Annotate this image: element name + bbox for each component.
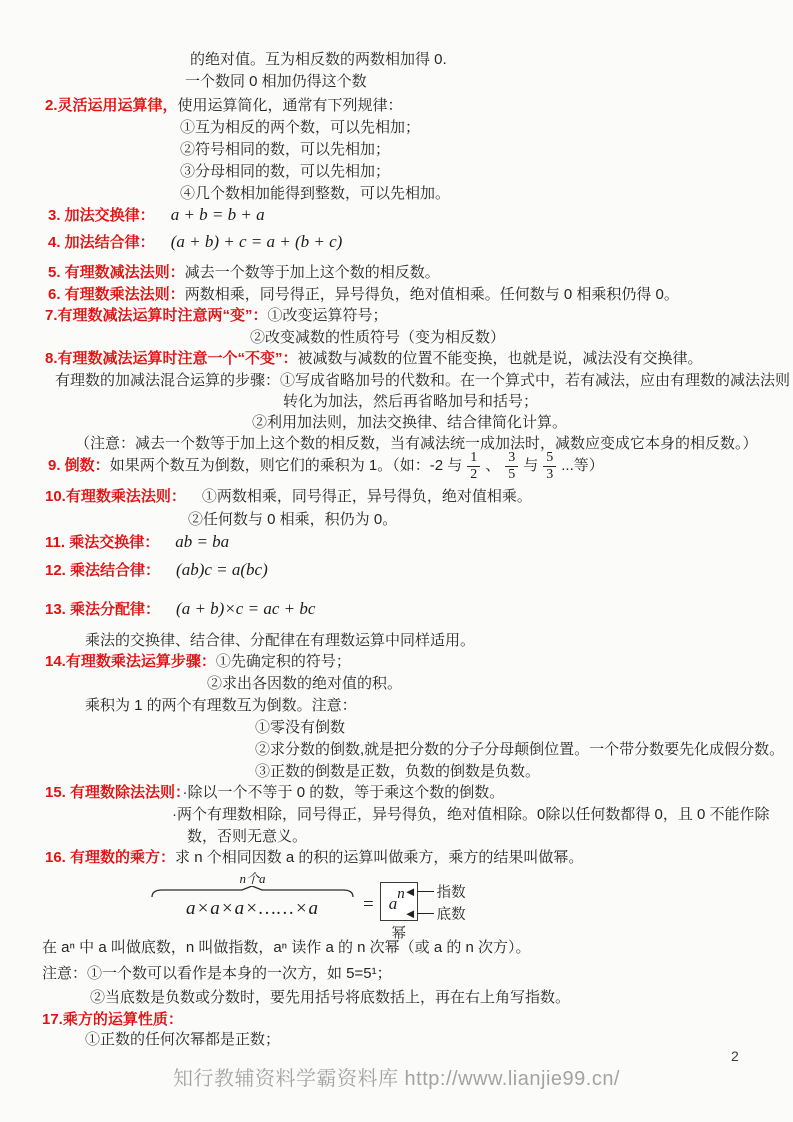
text-line: [172, 805, 770, 825]
list-item: [85, 1030, 280, 1050]
body-text: 被减数与减数的位置不能变换，也就是说，减法没有交换律。: [297, 350, 703, 367]
exponent-label: 指数: [436, 885, 466, 901]
section-heading: 4. 加法结合律：: [48, 234, 155, 251]
power-notation-diagram: [150, 871, 466, 943]
text-line: [187, 827, 307, 847]
body-text: 在 aⁿ 中 a 叫做底数，n 叫做指数，aⁿ 读作 a 的 n 次幂（或 a 的 n 次方）。: [42, 939, 531, 956]
product-expression-group: [150, 872, 355, 920]
body-text: ②符号相同的数，可以先相加；: [180, 141, 391, 158]
list-item: [255, 762, 540, 782]
section-5: [48, 263, 440, 283]
body-text: 乘法的交换律、结合律、分配律在有理数运算中同样适用。: [85, 632, 476, 649]
formula: a + b = b + a: [170, 205, 265, 224]
body-text: ·除以一个不等于 0 的数，等于乘这个数的倒数。: [182, 784, 505, 801]
body-text: ①正数的任何次幂都是正数；: [85, 1031, 281, 1048]
list-item: [180, 184, 450, 204]
body-text: 求 n 个相同因数 a 的积的运算叫做乘方，乘方的结果叫做幂。: [175, 849, 584, 866]
section-6: [48, 285, 679, 305]
section-heading: 10.有理数乘法法则：: [45, 488, 186, 505]
section-8: [45, 349, 703, 369]
denominator: 5: [508, 466, 516, 482]
denominator: 2: [470, 466, 478, 482]
body-text: 数，否则无意义。: [187, 828, 308, 845]
body-text: 乘积为 1 的两个有理数互为倒数。注意：: [85, 697, 357, 714]
body-text: ③正数的倒数是正数，负数的倒数是负数。: [255, 763, 541, 780]
text-line: [42, 938, 531, 958]
body-text: 减去一个数等于加上这个数的相反数。: [184, 264, 440, 281]
section-heading: 15. 有理数除法法则：: [45, 784, 183, 801]
section-10: [45, 487, 532, 507]
body-text: 如果两个数互为倒数，则它们的乘积为 1。（如：-2 与: [109, 457, 463, 475]
body-text: ②求分数的倒数,就是把分数的分子分母颠倒位置。一个带分数要先化成假分数。: [255, 741, 785, 758]
list-item: [255, 740, 784, 760]
body-text: 两数相乘，同号得正，异号得负，绝对值相乘。任何数与 0 相乘积仍得 0。: [184, 286, 679, 303]
body-text: ①两数相乘，同号得正，异号得负，绝对值相乘。: [201, 488, 532, 505]
text-line: [85, 631, 475, 651]
text-line: [190, 50, 447, 70]
base-label: 底数: [436, 907, 466, 923]
section-heading: 6. 有理数乘法法则：: [48, 286, 185, 303]
list-item: [180, 162, 390, 182]
section-heading: 12. 乘法结合律：: [45, 562, 161, 579]
fraction: [505, 450, 518, 482]
numerator: 3: [505, 450, 518, 467]
body-text: 转化为加法，然后再省略加号和括号；: [283, 393, 539, 410]
section-7: [45, 306, 388, 326]
body-text: 注意：①一个数可以看作是本身的一次方，如 5=5¹；: [42, 965, 392, 982]
body-text: ·两个有理数相除，同号得正，异号得负，绝对值相除。0除以任何数都得 0，且 0 不能作除: [172, 806, 770, 823]
section-heading: 16. 有理数的乘方：: [45, 849, 176, 866]
formula: (a + b) + c = a + (b + c): [170, 232, 343, 251]
numerator: 5: [543, 450, 556, 467]
exponent-symbol: n: [397, 886, 405, 902]
text-line: [185, 72, 367, 92]
section-heading: 8.有理数减法运算时注意一个“不变”：: [45, 350, 298, 367]
section-16: [45, 848, 583, 868]
power-label: 幂: [391, 925, 406, 942]
fraction: [543, 450, 556, 482]
body-text: ④几个数相加能得到整数，可以先相加。: [180, 185, 451, 202]
body-text: 一个数同 0 相加仍得这个数: [185, 73, 367, 90]
brace-label: n个a: [239, 871, 266, 886]
list-item: [255, 718, 345, 738]
section-heading: 11. 乘法交换律：: [45, 534, 160, 551]
section-4: [48, 231, 342, 253]
body-text: ②改变减数的性质符号（变为相反数）: [250, 329, 506, 346]
list-item: [180, 140, 390, 160]
list-item: [180, 118, 420, 138]
base-annotation: [404, 903, 466, 924]
section-13: [45, 598, 315, 620]
list-item: [90, 988, 570, 1008]
section-3: [48, 204, 265, 226]
equals-sign: =: [363, 894, 374, 915]
section-11: [45, 531, 229, 553]
section-heading: 7.有理数减法运算时注意两“变”：: [45, 307, 268, 324]
denominator: 3: [546, 466, 554, 482]
overbrace: [150, 886, 355, 897]
body-text: ①互为相反的两个数，可以先相加；: [180, 119, 421, 136]
body-text: ②任何数与 0 相乘，积仍为 0。: [188, 511, 398, 528]
list-item: [188, 510, 397, 530]
section-heading: 14.有理数乘法运算步骤：: [45, 653, 216, 670]
section-heading: 5. 有理数减法法则：: [48, 264, 185, 281]
body-text: ①零没有倒数: [255, 719, 346, 736]
text-line: [252, 413, 567, 433]
formula: (a + b)×c = ac + bc: [176, 599, 316, 618]
power-box-group: [380, 882, 466, 943]
list-item: [250, 328, 505, 348]
body-text: ①改变运算符号；: [267, 307, 388, 324]
base-symbol: a: [388, 894, 398, 913]
section-heading: 13. 乘法分配律：: [45, 601, 161, 618]
section-heading: 2.灵活运用运算律，: [45, 97, 178, 114]
body-text: 使用运算简化，通常有下列规律：: [177, 97, 403, 114]
arrow-line: [417, 891, 434, 892]
body-text: 的绝对值。互为相反数的两数相加得 0.: [190, 51, 447, 68]
body-text: ③分母相同的数，可以先相加；: [180, 163, 391, 180]
numerator: 1: [467, 450, 480, 467]
product-expression: a×a×a×……×a: [185, 898, 320, 919]
body-text: 与: [523, 457, 539, 475]
text-line: [55, 371, 790, 391]
left-arrow-icon: ◄: [403, 906, 417, 921]
body-text: ①先确定积的符号；: [215, 653, 351, 670]
body-text: ②求出各因数的绝对值的积。: [207, 675, 403, 692]
left-arrow-icon: ◄: [403, 884, 417, 899]
body-text: ②当底数是负数或分数时，要先用括号将底数括上，再在右上角写指数。: [90, 989, 571, 1006]
text-line: [42, 964, 392, 984]
text-line: [85, 696, 357, 716]
section-heading: 17.乘方的运算性质：: [42, 1011, 183, 1028]
list-item: [207, 674, 402, 694]
section-9: [48, 446, 604, 486]
formula: (ab)c = a(bc): [176, 560, 268, 579]
body-text: 、: [485, 457, 501, 475]
formula: ab = ba: [175, 532, 230, 551]
footer-site-text: 知行教辅资料学霸资料库 http://www.lianjie99.cn/: [173, 1068, 620, 1090]
text-line: [283, 392, 538, 412]
section-15: [45, 783, 504, 803]
body-text: ②利用加法则，加法交换律、结合律简化计算。: [252, 414, 568, 431]
section-heading: 9. 倒数：: [48, 457, 110, 475]
page-number: 2: [731, 1048, 739, 1064]
body-text: （注意：减去一个数等于加上这个数的相反数，当有减法统一成加法时，减数应变成它本身的相反数。）: [75, 435, 758, 452]
section-heading: 3. 加法交换律：: [48, 207, 155, 224]
body-text: ...等）: [561, 457, 604, 475]
arrow-line: [417, 913, 434, 914]
section-14: [45, 652, 351, 672]
section-12: [45, 559, 268, 581]
exponent-annotation: [404, 881, 466, 902]
body-text: 有理数的加减法混合运算的步骤：①写成省略加号的代数和。在一个算式中，若有减法，应由有理数的减法法则: [55, 372, 791, 389]
section-2: [45, 96, 403, 116]
fraction: [467, 450, 480, 482]
section-17: [42, 1010, 183, 1030]
